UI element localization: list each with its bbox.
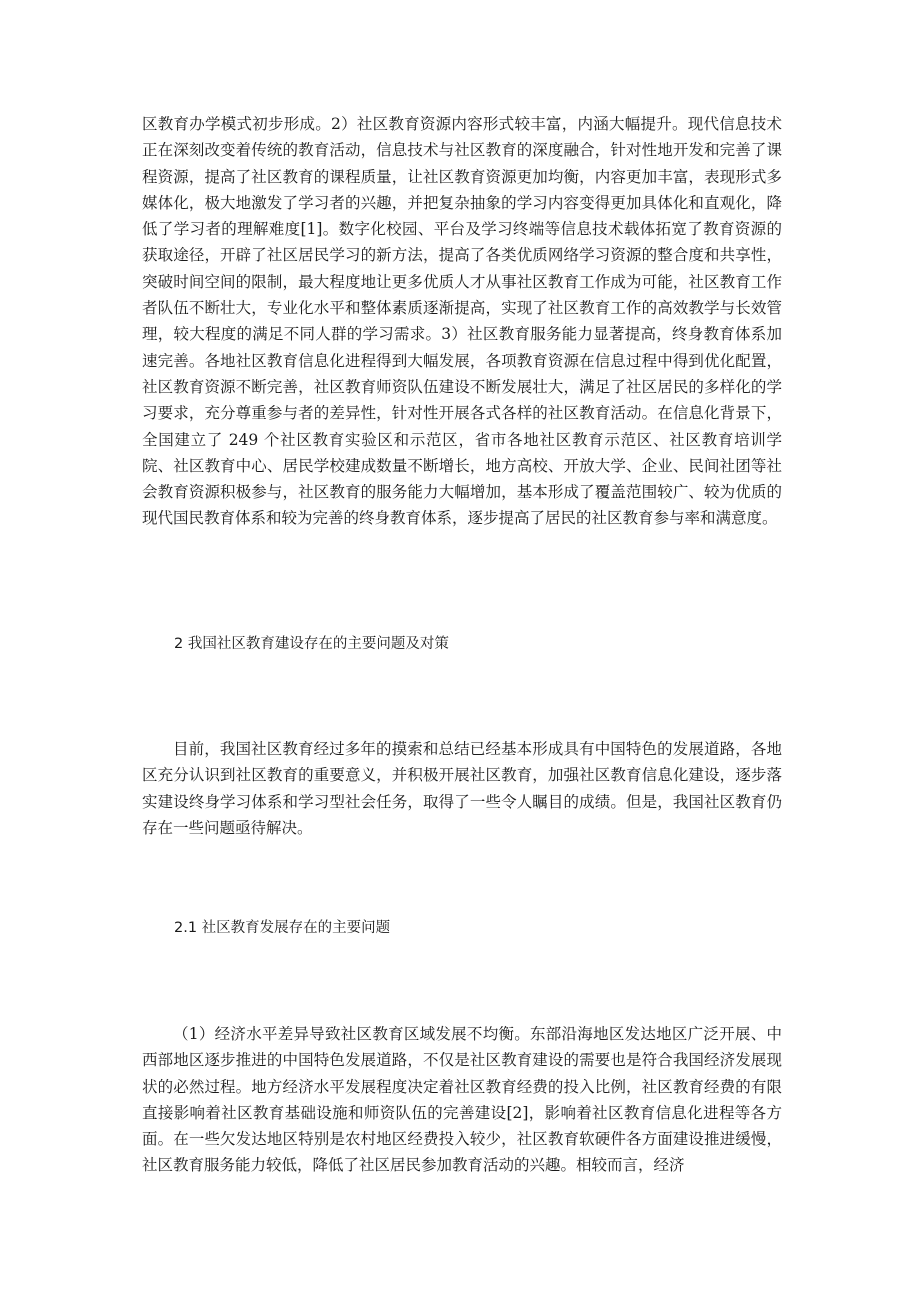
section-heading: 2 我国社区教育建设存在的主要问题及对策 (174, 636, 449, 652)
body-paragraph: （1）经济水平差异导致社区教育区域发展不均衡。东部沿海地区发达地区广泛开展、中西部地区逐步推进的中国特色发展道路，不仅是社区教育建设的需要也是符合我国经济发展现状的必然过程。地方经济水平发展程度决定着社区教育经费的投入比例，社区教育经费的有限直接影响着社区教育基础设施和师资队伍的完善建设[2]，影响着社区教育信息化进程等各方面。在一些欠发达地区特别是农村地区经费投入较少，社区教育软硬件各方面建设推进缓慢，社区教育服务能力较低，降低了社区居民参加教育活动的兴趣。相较而言，经济 (142, 1025, 782, 1175)
subsection-heading: 2.1 社区教育发展存在的主要问题 (174, 920, 391, 936)
body-paragraph: 区教育办学模式初步形成。2）社区教育资源内容形式较丰富，内涵大幅提升。现代信息技术正在深刻改变着传统的教育活动，信息技术与社区教育的深度融合，针对性地开发和完善了课程资源，提高了社区教育的课程质量，让社区教育资源更加均衡，内容更加丰富，表现形式多媒体化，极大地激发了学习者的兴趣，并把复杂抽象的学习内容变得更加具体化和直观化，降低了学习者的理解难度[1]。数字化校园、平台及学习终端等信息技术载体拓宽了教育资源的获取途径，开辟了社区居民学习的新方法，提高了各类优质网络学习资源的整合度和共享性，突破时间空间的限制，最大程度地让更多优质人才从事社区教育工作成为可能，社区教育工作者队伍不断壮大，专业化水平和整体素质逐渐提高，实现了社区教育工作的高效教学与长效管理，较大程度的满足不同人群的学习需求。3）社区教育服务能力显著提高，终身教育体系加速完善。各地社区教育信息化进程得到大幅发展，各项教育资源在信息过程中得到优化配置，社区教育资源不断完善，社区教育师资队伍建设不断发展壮大，满足了社区居民的多样化的学习要求，充分尊重参与者的差异性，针对性开展各式各样的社区教育活动。在信息化背景下，全国建立了 249 个社区教育实验区和示范区，省市各地社区教育示范区、社区教育培训学院、社区教育中心、居民学校建成数量不断增长，地方高校、开放大学、企业、民间社团等社会教育资源积极参与，社区教育的服务能力大幅增加，基本形成了覆盖范围较广、较为优质的现代国民教育体系和较为完善的终身教育体系，逐步提高了居民的社区教育参与率和满意度。 (142, 115, 782, 528)
body-paragraph: 目前，我国社区教育经过多年的摸索和总结已经基本形成具有中国特色的发展道路，各地区充分认识到社区教育的重要意义，并积极开展社区教育，加强社区教育信息化建设，逐步落实建设终身学习体系和学习型社会任务，取得了一些令人瞩目的成绩。但是，我国社区教育仍存在一些问题亟待解决。 (142, 740, 782, 837)
